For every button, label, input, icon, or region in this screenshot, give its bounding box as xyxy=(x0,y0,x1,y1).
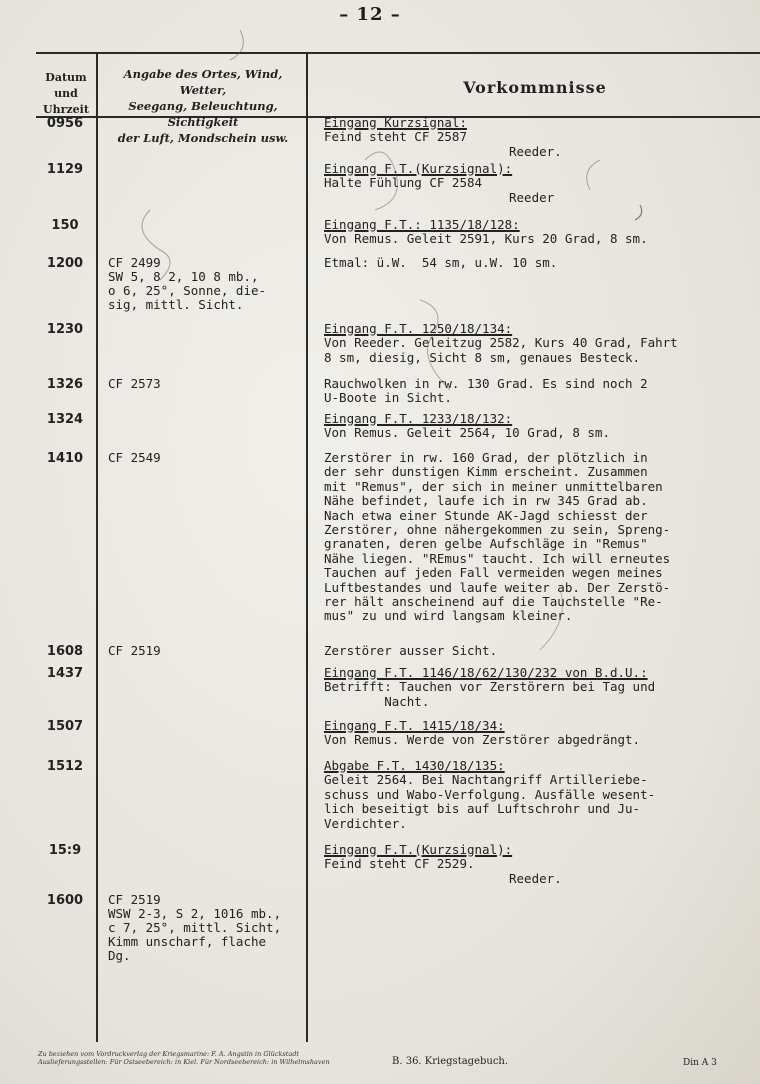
entry-line: schuss und Wabo-Verfolgung. Ausfälle wesent- xyxy=(324,786,656,802)
entry-text xyxy=(324,843,760,886)
entry-line: Von Remus. Werde von Zerstörer abgedrängt. xyxy=(324,732,641,748)
entry-line: granaten, deren gelbe Aufschläge in "Remus" xyxy=(324,536,648,552)
entry-line: der sehr dunstigen Kimm erscheint. Zusammen xyxy=(324,464,648,480)
entry-text xyxy=(324,644,760,658)
entry-text xyxy=(324,412,760,441)
entry-heading: Eingang F.T.: 1135/18/128: xyxy=(324,217,520,232)
entry-line: Geleit 2564. Bei Nachtangriff Artilleriebe- xyxy=(324,772,648,788)
entry-location-weather: CF 2519 WSW 2-3, S 2, 1016 mb., c 7, 25°, mittl. Sicht, Kimm unscharf, flache Dg. xyxy=(108,892,282,963)
entry-line: Von Remus. Geleit 2564, 10 Grad, 8 sm. xyxy=(324,425,610,441)
column-divider-1 xyxy=(96,52,98,1042)
entry-time: 0956 xyxy=(46,116,84,131)
entry-heading: Eingang F.T. 1250/18/134: xyxy=(324,321,513,336)
top-rule xyxy=(36,52,760,54)
page-number: – 12 – xyxy=(339,4,401,25)
entry-signature: Reeder. xyxy=(509,870,562,886)
entry-line: Zerstörer in rw. 160 Grad, der plötzlich in xyxy=(324,450,648,465)
entry-signature: Reeder. xyxy=(509,143,562,159)
entry-line: Von Remus. Geleit 2591, Kurs 20 Grad, 8 sm. xyxy=(324,231,648,247)
entry-text xyxy=(324,451,760,624)
entry-line: Betrifft: Tauchen vor Zerstörern bei Tag und xyxy=(324,679,656,695)
entry-line: Feind steht CF 2529. xyxy=(324,856,475,872)
entry-heading: Eingang F.T. 1146/18/62/130/232 von B.d.U.: xyxy=(324,665,648,680)
entry-line: Rauchwolken in rw. 130 Grad. Es sind noch 2 xyxy=(324,376,648,391)
entry-location-weather: CF 2573 xyxy=(108,376,161,391)
entry-time: 150 xyxy=(51,218,79,233)
footer-publisher: Zu beziehen vom Vordruckverlag der Kriegsmarine: F. A. Angstin in Glückstadt Auslieferungsstellen: Für Ostseebereich: in Kiel. Für Nordseebereich: in Wilhelmshaven xyxy=(38,1050,330,1066)
entry-text xyxy=(324,116,760,159)
entry-line: mit "Remus", der sich in meiner unmittelbaren xyxy=(324,478,663,494)
entry-heading: Eingang F.T.(Kurzsignal): xyxy=(324,842,513,857)
header-vorkommnisse: Vorkommnisse xyxy=(463,78,607,97)
entry-text xyxy=(324,322,760,365)
footer-paper-size: Din A 3 xyxy=(683,1058,717,1068)
entry-line: Nach etwa einer Stunde AK-Jagd schiesst der xyxy=(324,507,648,523)
entry-line: Zerstörer, ohne nähergekommen zu sein, Spreng- xyxy=(324,522,671,538)
entry-time: 1230 xyxy=(46,322,84,337)
entry-line: lich beseitigt bis auf Luftschrohr und Ju- xyxy=(324,801,641,817)
entry-heading: Abgabe F.T. 1430/18/135: xyxy=(324,758,505,773)
entry-location-weather: CF 2499 SW 5, 8 2, 10 8 mb., o 6, 25°, Sonne, die- sig, mittl. Sicht. xyxy=(108,255,267,312)
entry-time: 1507 xyxy=(46,719,84,734)
entry-location-weather: CF 2549 xyxy=(108,450,161,465)
entry-time: 1129 xyxy=(46,162,84,177)
entry-line: Nähe befindet, laufe ich in rw 345 Grad ab. xyxy=(324,493,648,509)
entry-line: Feind steht CF 2587 xyxy=(324,129,467,145)
entry-time: 1200 xyxy=(46,256,84,271)
entry-text xyxy=(324,218,760,247)
entry-text xyxy=(324,666,760,709)
entry-time: 1512 xyxy=(46,759,84,774)
entry-line: mus" zu und wird langsam kleiner. xyxy=(324,608,573,624)
entry-line: Nähe liegen. "REmus" taucht. Ich will erneutes xyxy=(324,550,671,566)
entry-line: Halte Fühlung CF 2584 xyxy=(324,175,483,191)
entry-heading: Eingang F.T. 1233/18/132: xyxy=(324,411,513,426)
entry-heading: Eingang F.T. 1415/18/34: xyxy=(324,718,505,733)
entry-line: Tauchen auf jeden Fall vermeiden wegen meines xyxy=(324,565,663,581)
entry-time: 1326 xyxy=(46,377,84,392)
entry-line: Von Reeder. Geleitzug 2582, Kurs 40 Grad, Fahrt xyxy=(324,335,678,351)
entry-text xyxy=(324,719,760,748)
entry-time: 1600 xyxy=(46,893,84,908)
entry-line: Luftbestandes und laufe weiter ab. Der Zerstö- xyxy=(324,579,671,595)
entry-line: Zerstörer ausser Sicht. xyxy=(324,643,498,658)
entry-text xyxy=(324,256,760,270)
header-location-weather: Angabe des Ortes, Wind, Wetter, Seegang, Beleuchtung, Sichtigkeit der Luft, Mondschein usw. xyxy=(117,67,289,145)
entry-location-weather: CF 2519 xyxy=(108,643,161,658)
entry-text xyxy=(324,162,760,205)
footer-form-id: B. 36. Kriegstagebuch. xyxy=(392,1056,509,1067)
entry-line: Verdichter. xyxy=(324,815,407,831)
header-datum: Datum und Uhrzeit xyxy=(43,71,89,116)
entry-time: 1410 xyxy=(46,451,84,466)
entry-text xyxy=(324,377,760,406)
entry-time: 1324 xyxy=(46,412,84,427)
entry-heading: Eingang Kurzsignal: xyxy=(324,115,467,130)
entry-time: 1608 xyxy=(46,644,84,659)
entry-line: Nacht. xyxy=(324,693,430,709)
entry-signature: Reeder xyxy=(509,189,555,205)
entry-time: 15:9 xyxy=(48,843,82,858)
entry-line: Etmal: ü.W. 54 sm, u.W. 10 sm. xyxy=(324,255,558,270)
entry-line: U-Boote in Sicht. xyxy=(324,390,452,406)
entry-time: 1437 xyxy=(46,666,84,681)
entry-text xyxy=(324,759,760,831)
entry-line: 8 sm, diesig, Sicht 8 sm, genaues Besteck. xyxy=(324,349,641,365)
entry-line: rer hält anscheinend auf die Tauchstelle "Re- xyxy=(324,594,663,610)
entry-heading: Eingang F.T.(Kurzsignal): xyxy=(324,161,513,176)
